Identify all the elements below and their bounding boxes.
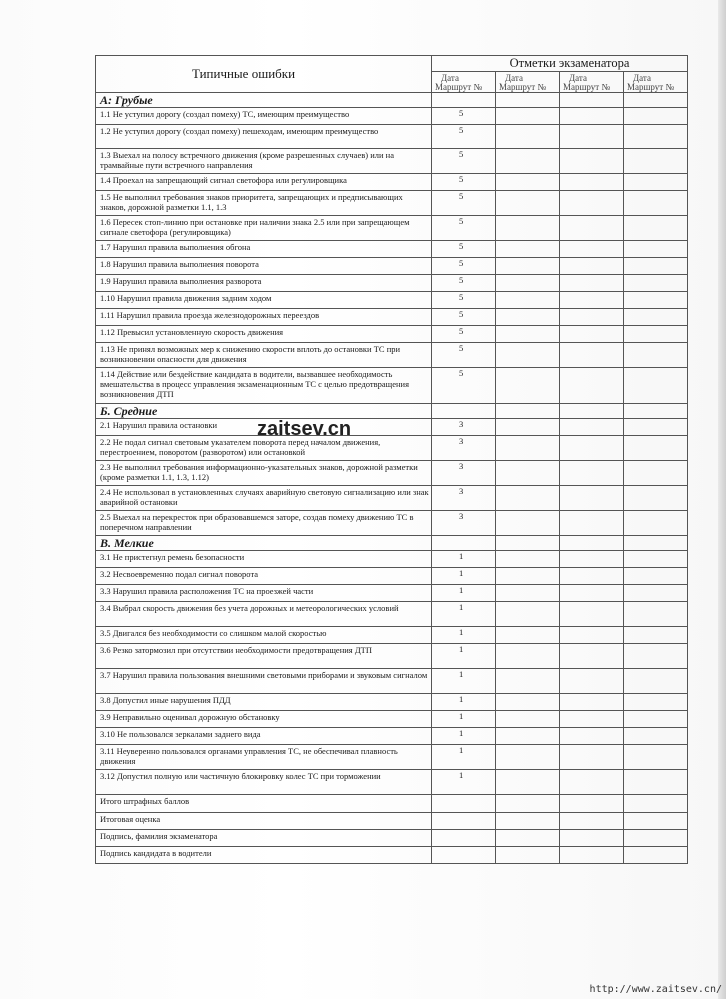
mark-cell bbox=[432, 536, 496, 551]
mark-cell bbox=[560, 745, 624, 770]
mark-cell bbox=[560, 770, 624, 795]
error-description: 1.5 Не выполнил требования знаков приоритета, запрещающих и предписывающих знаков, дорожной разметки 1.1, 1.3 bbox=[96, 191, 432, 216]
section-header-row bbox=[96, 536, 688, 551]
mark-cell bbox=[560, 568, 624, 585]
error-row bbox=[96, 770, 688, 795]
mark-cell bbox=[496, 404, 560, 419]
mark-cell bbox=[624, 813, 688, 830]
marks-column-header: Отметки экзаменатора bbox=[432, 56, 688, 72]
mark-cell bbox=[624, 585, 688, 602]
mark-cell bbox=[560, 461, 624, 486]
mark-cell bbox=[560, 343, 624, 368]
error-description: 2.1 Нарушил правила остановки bbox=[96, 419, 432, 436]
mark-cell bbox=[624, 551, 688, 568]
mark-cell bbox=[624, 125, 688, 149]
mark-cell bbox=[624, 536, 688, 551]
mark-cell bbox=[624, 191, 688, 216]
mark-cell bbox=[496, 627, 560, 644]
mark-cell bbox=[496, 309, 560, 326]
error-description: 3.8 Допустил иные нарушения ПДД bbox=[96, 694, 432, 711]
penalty-points-cell: 5 bbox=[432, 174, 496, 191]
penalty-points-cell: 5 bbox=[432, 191, 496, 216]
error-description: 1.6 Пересек стоп-линию при остановке при наличии знака 2.5 или при запрещающем сигнале светофора (регулировщика) bbox=[96, 216, 432, 241]
error-row bbox=[96, 585, 688, 602]
mark-cell bbox=[496, 419, 560, 436]
mark-cell bbox=[496, 174, 560, 191]
mark-cell bbox=[560, 795, 624, 813]
footer-label: Итоговая оценка bbox=[96, 813, 432, 830]
mark-cell bbox=[624, 404, 688, 419]
penalty-points-cell: 3 bbox=[432, 486, 496, 511]
mark-cell bbox=[560, 149, 624, 174]
footer-label: Подпись, фамилия экзаменатора bbox=[96, 830, 432, 847]
penalty-points-cell: 5 bbox=[432, 368, 496, 404]
error-row bbox=[96, 258, 688, 275]
mark-cell bbox=[496, 551, 560, 568]
mark-cell bbox=[496, 536, 560, 551]
error-description: 1.2 Не уступил дорогу (создал помеху) пешеходам, имеющим преимущество bbox=[96, 125, 432, 149]
mark-cell bbox=[624, 694, 688, 711]
error-description: 1.3 Выехал на полосу встречного движения (кроме разрешенных случаев) или на трамвайные пути встречного направления bbox=[96, 149, 432, 174]
mark-cell bbox=[560, 93, 624, 108]
mark-cell bbox=[496, 770, 560, 795]
error-row bbox=[96, 174, 688, 191]
error-description: 1.9 Нарушил правила выполнения разворота bbox=[96, 275, 432, 292]
mark-cell bbox=[496, 568, 560, 585]
mark-cell bbox=[624, 644, 688, 669]
mark-column-subheader bbox=[624, 72, 688, 93]
mark-cell bbox=[624, 568, 688, 585]
mark-cell bbox=[496, 644, 560, 669]
error-row bbox=[96, 125, 688, 149]
mark-cell bbox=[560, 602, 624, 627]
mark-cell bbox=[496, 125, 560, 149]
penalty-points-cell: 1 bbox=[432, 745, 496, 770]
error-description: 3.5 Двигался без необходимости со слишком малой скоростью bbox=[96, 627, 432, 644]
mark-cell bbox=[496, 216, 560, 241]
error-description: 1.8 Нарушил правила выполнения поворота bbox=[96, 258, 432, 275]
error-description: 3.3 Нарушил правила расположения ТС на проезжей части bbox=[96, 585, 432, 602]
route-label: Маршрут № bbox=[499, 82, 547, 92]
mark-cell bbox=[560, 191, 624, 216]
error-row bbox=[96, 644, 688, 669]
route-label: Маршрут № bbox=[563, 82, 611, 92]
error-description: 1.14 Действие или бездействие кандидата в водители, вызвавшее необходимость вмешательства в процесс управления экзаменационным ТС с целью предотвращения возникновения ДТП bbox=[96, 368, 432, 404]
mark-cell bbox=[560, 627, 624, 644]
error-row bbox=[96, 216, 688, 241]
error-row bbox=[96, 745, 688, 770]
error-description: 3.7 Нарушил правила пользования внешними световыми приборами и звуковым сигналом bbox=[96, 669, 432, 694]
mark-cell bbox=[560, 585, 624, 602]
error-description: 1.12 Превысил установленную скорость движения bbox=[96, 326, 432, 343]
error-description: 3.10 Не пользовался зеркалами заднего вида bbox=[96, 728, 432, 745]
mark-cell bbox=[560, 309, 624, 326]
mark-cell bbox=[496, 93, 560, 108]
date-label: Дата bbox=[633, 73, 651, 83]
error-row bbox=[96, 669, 688, 694]
footer-label: Подпись кандидата в водители bbox=[96, 847, 432, 864]
penalty-points-cell: 1 bbox=[432, 602, 496, 627]
mark-cell bbox=[496, 830, 560, 847]
penalty-points-cell: 1 bbox=[432, 694, 496, 711]
mark-cell bbox=[496, 711, 560, 728]
mark-cell bbox=[624, 292, 688, 309]
mark-cell bbox=[624, 486, 688, 511]
section-title: Б. Средние bbox=[96, 404, 432, 419]
mark-cell bbox=[496, 585, 560, 602]
error-description: 2.5 Выехал на перекресток при образовавшемся заторе, создав помеху движению ТС в поперечном направлении bbox=[96, 511, 432, 536]
mark-cell bbox=[432, 830, 496, 847]
error-description: 3.4 Выбрал скорость движения без учета дорожных и метеорологических условий bbox=[96, 602, 432, 627]
penalty-points-cell: 5 bbox=[432, 258, 496, 275]
mark-cell bbox=[560, 847, 624, 864]
footer-row bbox=[96, 795, 688, 813]
error-description: 2.3 Не выполнил требования информационно-указательных знаков, дорожной разметки (кроме разметки 1.1, 1.3, 1.12) bbox=[96, 461, 432, 486]
mark-cell bbox=[432, 795, 496, 813]
section-header-row bbox=[96, 404, 688, 419]
penalty-points-cell: 5 bbox=[432, 241, 496, 258]
error-description: 3.11 Неуверенно пользовался органами управления ТС, не обеспечивал плавность движения bbox=[96, 745, 432, 770]
mark-cell bbox=[624, 602, 688, 627]
mark-cell bbox=[624, 419, 688, 436]
mark-cell bbox=[560, 551, 624, 568]
section-title: А: Грубые bbox=[96, 93, 432, 108]
penalty-points-cell: 1 bbox=[432, 644, 496, 669]
error-row bbox=[96, 241, 688, 258]
exam-errors-table bbox=[95, 55, 688, 864]
mark-cell bbox=[560, 813, 624, 830]
mark-cell bbox=[496, 511, 560, 536]
footer-row bbox=[96, 813, 688, 830]
mark-cell bbox=[496, 728, 560, 745]
mark-cell bbox=[560, 419, 624, 436]
mark-cell bbox=[624, 241, 688, 258]
mark-cell bbox=[624, 711, 688, 728]
mark-cell bbox=[624, 326, 688, 343]
mark-cell bbox=[496, 795, 560, 813]
error-row bbox=[96, 292, 688, 309]
error-description: 3.2 Несвоевременно подал сигнал поворота bbox=[96, 568, 432, 585]
mark-cell bbox=[496, 486, 560, 511]
mark-cell bbox=[624, 275, 688, 292]
penalty-points-cell: 1 bbox=[432, 770, 496, 795]
mark-cell bbox=[560, 486, 624, 511]
errors-column-header: Типичные ошибки bbox=[96, 56, 432, 93]
mark-cell bbox=[560, 694, 624, 711]
mark-cell bbox=[560, 830, 624, 847]
route-label: Маршрут № bbox=[435, 82, 483, 92]
mark-cell bbox=[624, 174, 688, 191]
mark-cell bbox=[624, 436, 688, 461]
penalty-points-cell: 5 bbox=[432, 275, 496, 292]
mark-cell bbox=[624, 847, 688, 864]
mark-cell bbox=[432, 847, 496, 864]
error-description: 1.4 Проехал на запрещающий сигнал светофора или регулировщика bbox=[96, 174, 432, 191]
mark-cell bbox=[560, 436, 624, 461]
error-row bbox=[96, 486, 688, 511]
error-row bbox=[96, 568, 688, 585]
error-description: 3.1 Не пристегнул ремень безопасности bbox=[96, 551, 432, 568]
penalty-points-cell: 3 bbox=[432, 461, 496, 486]
footer-row bbox=[96, 830, 688, 847]
mark-cell bbox=[496, 745, 560, 770]
penalty-points-cell: 1 bbox=[432, 728, 496, 745]
mark-cell bbox=[432, 813, 496, 830]
mark-cell bbox=[496, 847, 560, 864]
mark-cell bbox=[624, 368, 688, 404]
error-description: 1.7 Нарушил правила выполнения обгона bbox=[96, 241, 432, 258]
mark-cell bbox=[624, 669, 688, 694]
error-row bbox=[96, 368, 688, 404]
mark-cell bbox=[560, 241, 624, 258]
error-description: 2.2 Не подал сигнал световым указателем поворота перед началом движения, перестроением, поворотом (разворотом) или остановкой bbox=[96, 436, 432, 461]
mark-cell bbox=[496, 669, 560, 694]
mark-cell bbox=[496, 461, 560, 486]
error-row bbox=[96, 602, 688, 627]
mark-cell bbox=[624, 108, 688, 125]
footer-label: Итого штрафных баллов bbox=[96, 795, 432, 813]
penalty-points-cell: 3 bbox=[432, 511, 496, 536]
footer-row bbox=[96, 847, 688, 864]
mark-cell bbox=[496, 191, 560, 216]
error-row bbox=[96, 419, 688, 436]
mark-cell bbox=[624, 627, 688, 644]
penalty-points-cell: 1 bbox=[432, 711, 496, 728]
error-description: 1.13 Не принял возможных мер к снижению скорости вплоть до остановки ТС при возникновении опасности для движения bbox=[96, 343, 432, 368]
error-row bbox=[96, 275, 688, 292]
mark-cell bbox=[624, 770, 688, 795]
section-title: В. Мелкие bbox=[96, 536, 432, 551]
penalty-points-cell: 3 bbox=[432, 436, 496, 461]
mark-cell bbox=[560, 536, 624, 551]
mark-cell bbox=[496, 343, 560, 368]
error-description: 3.9 Неправильно оценивал дорожную обстановку bbox=[96, 711, 432, 728]
mark-cell bbox=[496, 326, 560, 343]
penalty-points-cell: 5 bbox=[432, 309, 496, 326]
penalty-points-cell: 1 bbox=[432, 669, 496, 694]
mark-cell bbox=[560, 174, 624, 191]
mark-cell bbox=[496, 602, 560, 627]
error-description: 1.10 Нарушил правила движения задним ходом bbox=[96, 292, 432, 309]
error-row bbox=[96, 436, 688, 461]
penalty-points-cell: 3 bbox=[432, 419, 496, 436]
error-row bbox=[96, 694, 688, 711]
error-description: 2.4 Не использовал в установленных случаях аварийную световую сигнализацию или знак аварийной остановки bbox=[96, 486, 432, 511]
error-row bbox=[96, 149, 688, 174]
mark-cell bbox=[496, 368, 560, 404]
penalty-points-cell: 1 bbox=[432, 627, 496, 644]
mark-cell bbox=[624, 745, 688, 770]
date-label: Дата bbox=[569, 73, 587, 83]
mark-cell bbox=[560, 258, 624, 275]
error-row bbox=[96, 551, 688, 568]
penalty-points-cell: 5 bbox=[432, 125, 496, 149]
mark-cell bbox=[496, 108, 560, 125]
error-description: 3.12 Допустил полную или частичную блокировку колес ТС при торможении bbox=[96, 770, 432, 795]
mark-cell bbox=[624, 93, 688, 108]
mark-cell bbox=[560, 368, 624, 404]
penalty-points-cell: 5 bbox=[432, 108, 496, 125]
penalty-points-cell: 5 bbox=[432, 292, 496, 309]
date-label: Дата bbox=[505, 73, 523, 83]
mark-cell bbox=[624, 830, 688, 847]
mark-cell bbox=[560, 216, 624, 241]
mark-cell bbox=[560, 108, 624, 125]
mark-column-subheader bbox=[432, 72, 496, 93]
site-url-text: http://www.zaitsev.cn/ bbox=[589, 984, 722, 995]
mark-cell bbox=[496, 436, 560, 461]
error-description: 1.11 Нарушил правила проезда железнодорожных переездов bbox=[96, 309, 432, 326]
mark-cell bbox=[560, 404, 624, 419]
error-row bbox=[96, 108, 688, 125]
mark-cell bbox=[560, 644, 624, 669]
mark-cell bbox=[624, 258, 688, 275]
mark-cell bbox=[560, 511, 624, 536]
mark-cell bbox=[624, 795, 688, 813]
penalty-points-cell: 5 bbox=[432, 216, 496, 241]
mark-cell bbox=[560, 669, 624, 694]
mark-column-subheader bbox=[560, 72, 624, 93]
mark-cell bbox=[624, 216, 688, 241]
watermark-text: zaitsev.cn bbox=[257, 418, 352, 440]
mark-cell bbox=[496, 292, 560, 309]
error-row bbox=[96, 343, 688, 368]
penalty-points-cell: 1 bbox=[432, 568, 496, 585]
mark-cell bbox=[560, 711, 624, 728]
mark-cell bbox=[496, 258, 560, 275]
mark-cell bbox=[560, 292, 624, 309]
mark-cell bbox=[560, 275, 624, 292]
error-row bbox=[96, 511, 688, 536]
error-row bbox=[96, 309, 688, 326]
page-edge-shadow bbox=[718, 0, 726, 999]
mark-cell bbox=[496, 694, 560, 711]
error-row bbox=[96, 627, 688, 644]
penalty-points-cell: 5 bbox=[432, 149, 496, 174]
error-row bbox=[96, 711, 688, 728]
penalty-points-cell: 1 bbox=[432, 551, 496, 568]
error-row bbox=[96, 461, 688, 486]
error-description: 1.1 Не уступил дорогу (создал помеху) ТС, имеющим преимущество bbox=[96, 108, 432, 125]
date-label: Дата bbox=[441, 73, 459, 83]
section-header-row bbox=[96, 93, 688, 108]
mark-cell bbox=[624, 343, 688, 368]
penalty-points-cell: 5 bbox=[432, 343, 496, 368]
mark-cell bbox=[560, 326, 624, 343]
mark-cell bbox=[624, 461, 688, 486]
penalty-points-cell: 5 bbox=[432, 326, 496, 343]
error-row bbox=[96, 191, 688, 216]
error-row bbox=[96, 326, 688, 343]
mark-cell bbox=[624, 511, 688, 536]
mark-cell bbox=[560, 728, 624, 745]
mark-cell bbox=[496, 813, 560, 830]
penalty-points-cell: 1 bbox=[432, 585, 496, 602]
route-label: Маршрут № bbox=[627, 82, 675, 92]
mark-cell bbox=[496, 241, 560, 258]
mark-cell bbox=[624, 149, 688, 174]
mark-cell bbox=[432, 404, 496, 419]
error-row bbox=[96, 728, 688, 745]
error-description: 3.6 Резко затормозил при отсутствии необходимости предотвращения ДТП bbox=[96, 644, 432, 669]
mark-column-subheader bbox=[496, 72, 560, 93]
mark-cell bbox=[624, 728, 688, 745]
mark-cell bbox=[496, 275, 560, 292]
mark-cell bbox=[496, 149, 560, 174]
mark-cell bbox=[432, 93, 496, 108]
mark-cell bbox=[624, 309, 688, 326]
mark-cell bbox=[560, 125, 624, 149]
